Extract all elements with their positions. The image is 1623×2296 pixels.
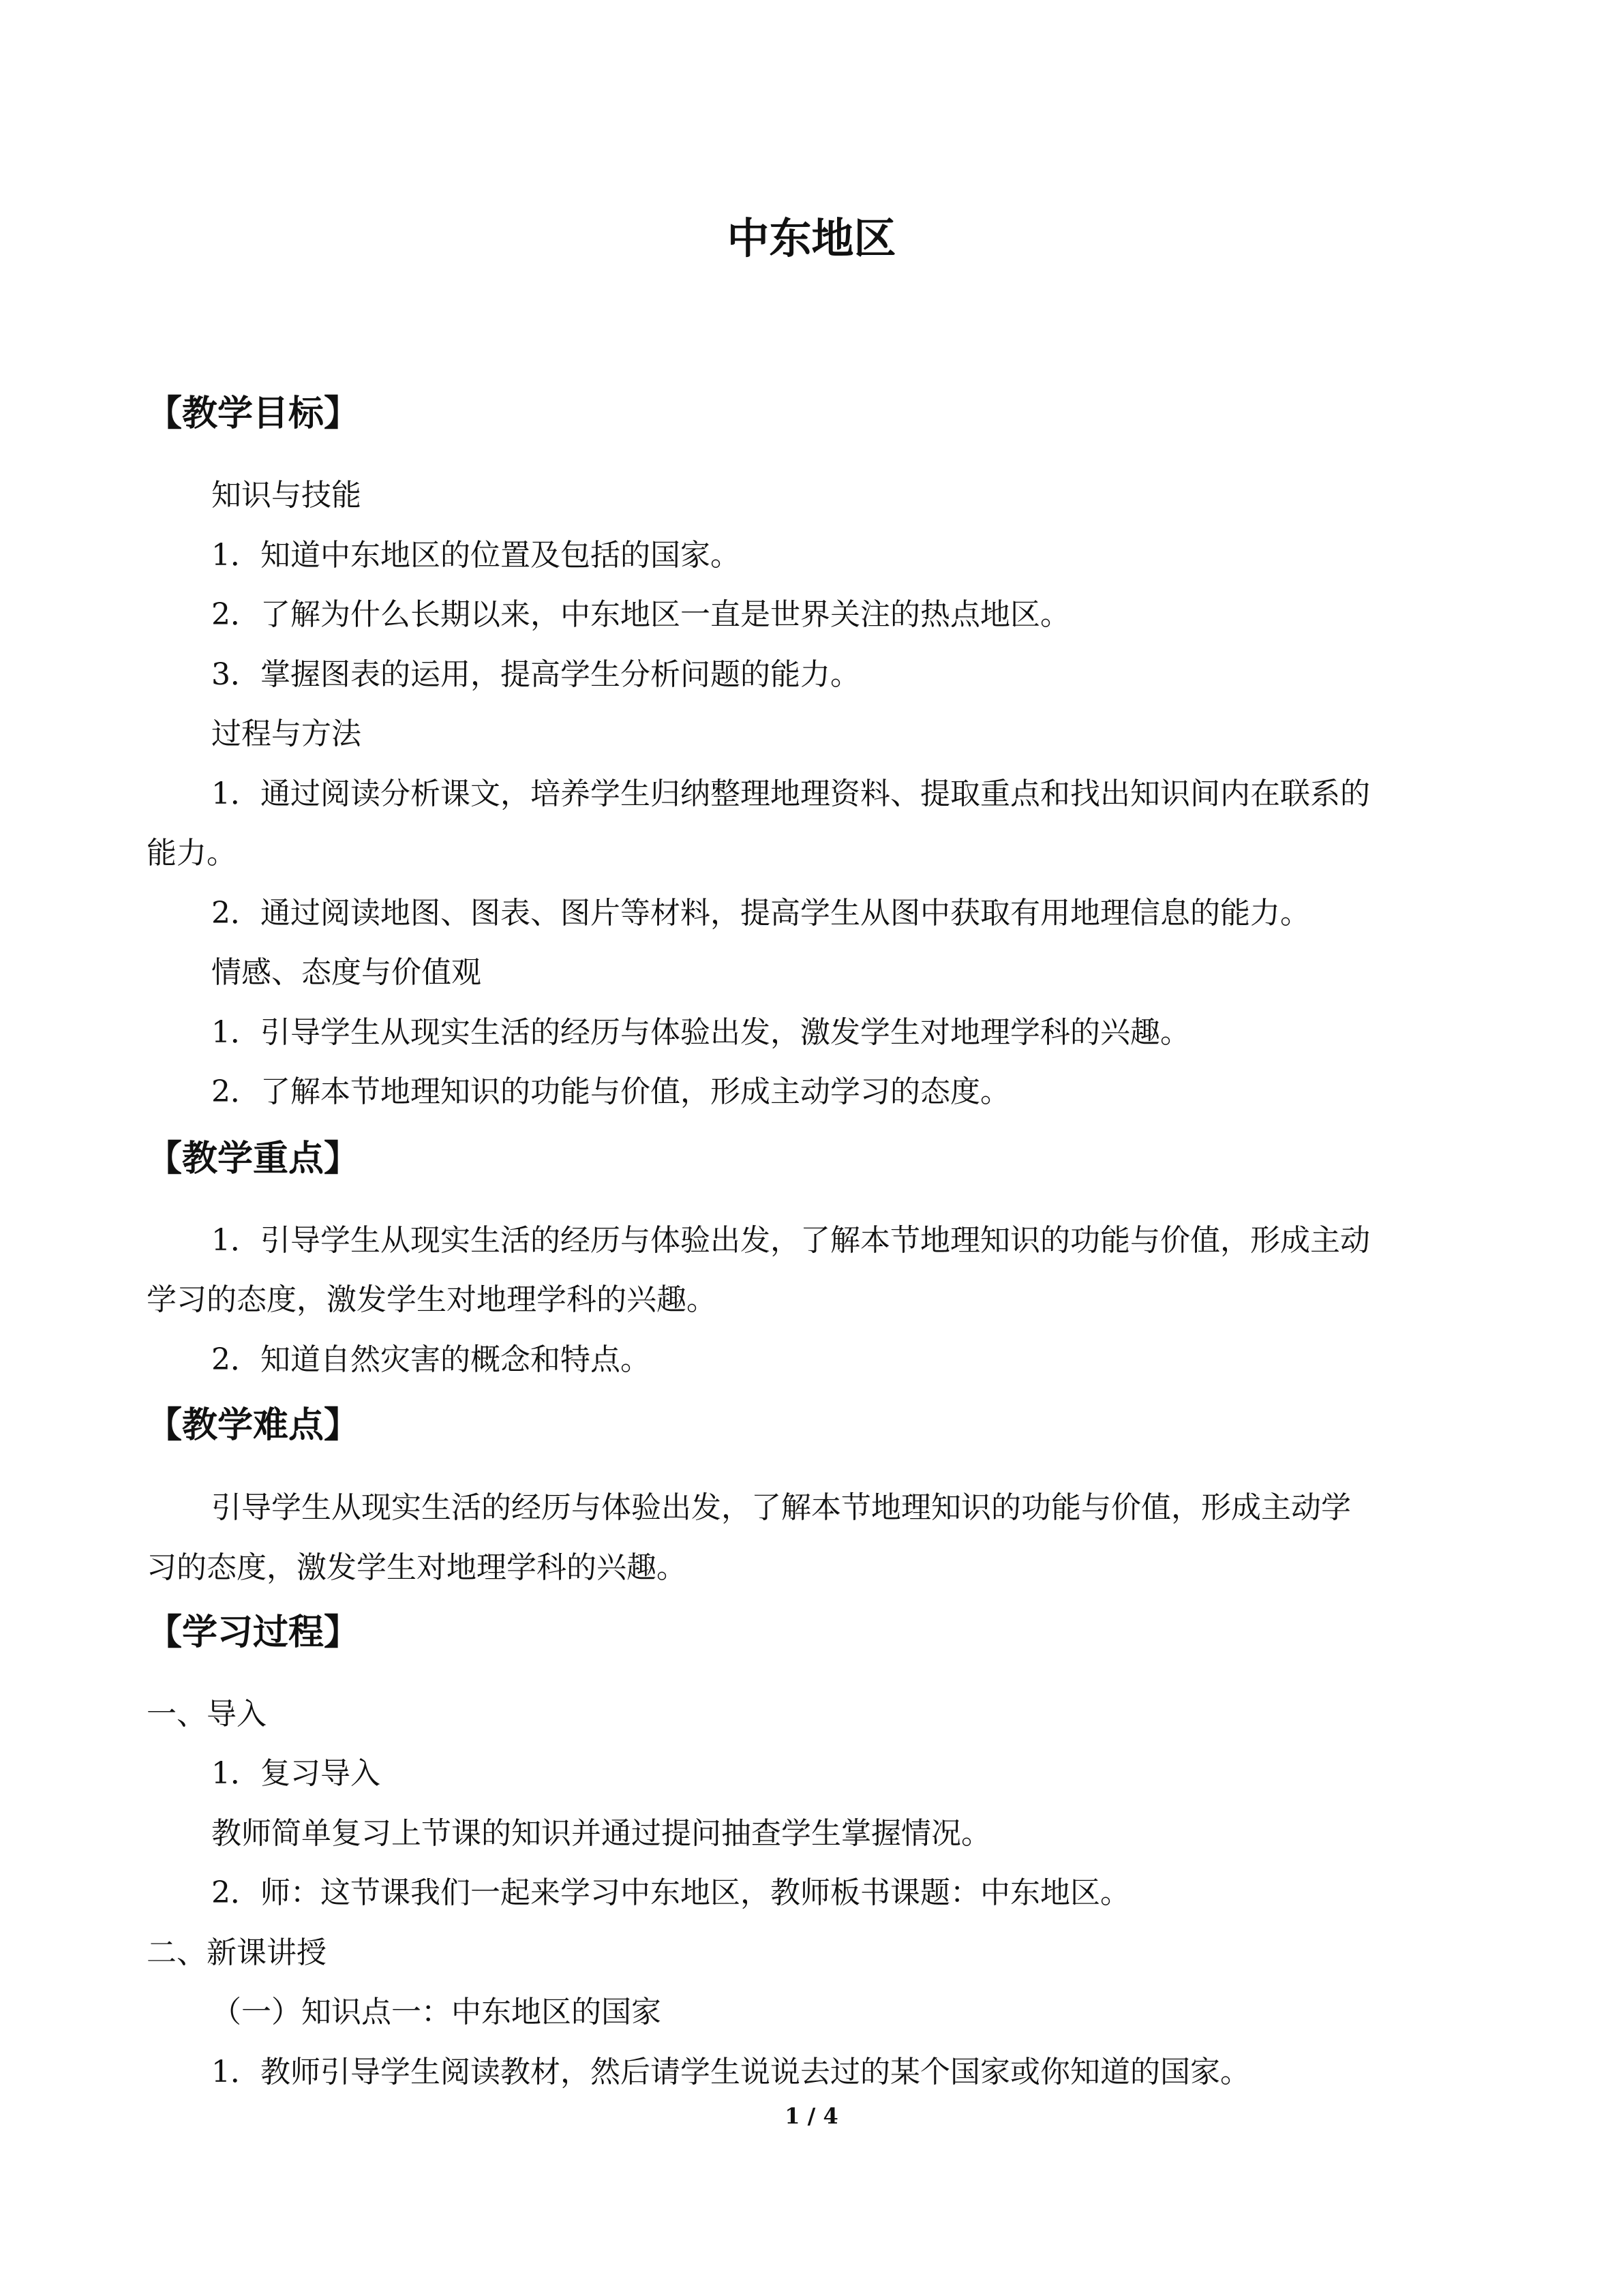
- document-title: 中东地区: [727, 213, 896, 263]
- subheading-process: 过程与方法: [211, 716, 361, 751]
- key-point-1-line1: 1．引导学生从现实生活的经历与体验出发，了解本节地理知识的功能与价值，形成主动: [211, 1223, 1370, 1258]
- process-new-item-1: 1．教师引导学生阅读教材，然后请学生说说去过的某个国家或你知道的国家。: [211, 2055, 1250, 2089]
- objective-process-1-line1: 1．通过阅读分析课文，培养学生归纳整理地理资料、提取重点和找出知识间内在联系的: [211, 776, 1370, 811]
- key-point-1-line2: 学习的态度，激发学生对地理学科的兴趣。: [147, 1282, 716, 1317]
- page-number: 1 / 4: [785, 2103, 838, 2129]
- process-new-label: 二、新课讲授: [147, 1935, 327, 1970]
- objective-knowledge-2: 2．了解为什么长期以来，中东地区一直是世界关注的热点地区。: [211, 597, 1070, 632]
- subheading-knowledge: 知识与技能: [211, 478, 361, 513]
- subheading-emotion: 情感、态度与价值观: [211, 955, 481, 990]
- objective-emotion-1: 1．引导学生从现实生活的经历与体验出发，激发学生对地理学科的兴趣。: [211, 1015, 1190, 1050]
- section-heading-process: 【学习过程】: [147, 1612, 360, 1653]
- objective-emotion-2: 2．了解本节地理知识的功能与价值，形成主动学习的态度。: [211, 1074, 1010, 1109]
- process-intro-label: 一、导入: [147, 1697, 267, 1732]
- process-intro-item-1: 1．复习导入: [211, 1756, 380, 1791]
- key-point-2: 2．知道自然灾害的概念和特点。: [211, 1342, 650, 1377]
- section-heading-key-points: 【教学重点】: [147, 1138, 360, 1179]
- objective-process-1-line2: 能力。: [147, 836, 237, 871]
- difficulty-line2: 习的态度，激发学生对地理学科的兴趣。: [147, 1550, 686, 1585]
- difficulty-line1: 引导学生从现实生活的经历与体验出发，了解本节地理知识的功能与价值，形成主动学: [211, 1490, 1351, 1525]
- process-intro-item-2: 2．师：这节课我们一起来学习中东地区，教师板书课题：中东地区。: [211, 1875, 1130, 1910]
- objective-knowledge-1: 1．知道中东地区的位置及包括的国家。: [211, 538, 740, 573]
- section-heading-objectives: 【教学目标】: [147, 393, 360, 434]
- section-heading-difficulties: 【教学难点】: [147, 1404, 360, 1446]
- objective-knowledge-3: 3．掌握图表的运用，提高学生分析问题的能力。: [211, 657, 860, 692]
- process-intro-item-1-text: 教师简单复习上节课的知识并通过提问抽查学生掌握情况。: [211, 1816, 991, 1851]
- objective-process-2: 2．通过阅读地图、图表、图片等材料，提高学生从图中获取有用地理信息的能力。: [211, 896, 1310, 931]
- process-knowledge-point-1: （一）知识点一：中东地区的国家: [211, 1995, 661, 2029]
